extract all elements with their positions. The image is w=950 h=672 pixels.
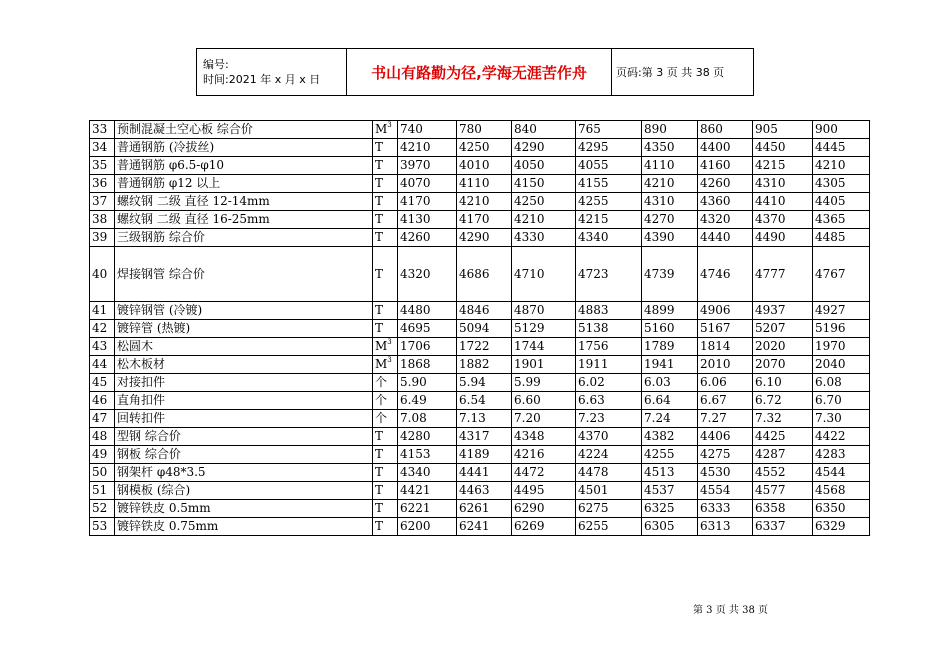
price-cell: 6337 [753, 518, 813, 536]
unit-cell [373, 320, 398, 338]
unit-cell [373, 428, 398, 446]
unit-cell [373, 157, 398, 175]
price-cell: 4577 [753, 482, 813, 500]
row-number: 44 [90, 356, 115, 374]
unit-text: M [375, 122, 388, 136]
price-cell: 2010 [698, 356, 753, 374]
price-cell: 4215 [576, 211, 642, 229]
item-name: 螺纹钢 二级 直径 16-25mm [115, 211, 373, 229]
table-row [90, 392, 870, 410]
item-name: 镀锌管 (热镀) [115, 320, 373, 338]
price-cell: 4906 [698, 302, 753, 320]
price-cell: 6.10 [753, 374, 813, 392]
price-cell: 4270 [642, 211, 698, 229]
item-name: 型钢 综合价 [115, 428, 373, 446]
unit-text: M [375, 357, 388, 371]
price-cell: 4320 [698, 211, 753, 229]
price-cell: 4150 [512, 175, 576, 193]
price-cell: 6221 [398, 500, 457, 518]
price-cell: 6305 [642, 518, 698, 536]
price-cell: 4406 [698, 428, 753, 446]
price-cell: 890 [642, 121, 698, 139]
price-cell: 6275 [576, 500, 642, 518]
document-header [196, 48, 754, 96]
price-cell: 6.70 [813, 392, 870, 410]
price-cell: 1868 [398, 356, 457, 374]
price-cell: 1756 [576, 338, 642, 356]
price-cell: 4050 [512, 157, 576, 175]
price-cell: 4445 [813, 139, 870, 157]
price-cell: 4210 [512, 211, 576, 229]
unit-text: T [375, 321, 384, 335]
unit-cell [373, 302, 398, 320]
unit-cell [373, 211, 398, 229]
item-name: 普通钢筋 φ12 以上 [115, 175, 373, 193]
price-cell: 6255 [576, 518, 642, 536]
price-table [89, 120, 870, 536]
price-cell: 5196 [813, 320, 870, 338]
price-cell: 7.32 [753, 410, 813, 428]
unit-superscript: 3 [387, 121, 392, 129]
price-cell: 5.90 [398, 374, 457, 392]
price-cell: 4280 [398, 428, 457, 446]
price-cell: 4410 [753, 193, 813, 211]
page-footer: 第 3 页 共 38 页 [693, 605, 768, 616]
price-cell: 4405 [813, 193, 870, 211]
price-cell: 4440 [698, 229, 753, 247]
unit-cell [373, 518, 398, 536]
price-cell: 765 [576, 121, 642, 139]
item-name: 钢模板 (综合) [115, 482, 373, 500]
row-number: 53 [90, 518, 115, 536]
price-cell: 4485 [813, 229, 870, 247]
price-cell: 4210 [642, 175, 698, 193]
price-cell: 4340 [398, 464, 457, 482]
price-cell: 4290 [512, 139, 576, 157]
price-cell: 4110 [642, 157, 698, 175]
price-cell: 4275 [698, 446, 753, 464]
price-cell: 4255 [642, 446, 698, 464]
price-cell: 6329 [813, 518, 870, 536]
price-cell: 4421 [398, 482, 457, 500]
price-cell: 4260 [398, 229, 457, 247]
row-number: 37 [90, 193, 115, 211]
item-name: 松木板材 [115, 356, 373, 374]
unit-text: T [375, 212, 384, 226]
price-cell: 4400 [698, 139, 753, 157]
price-cell: 4155 [576, 175, 642, 193]
price-cell: 1970 [813, 338, 870, 356]
price-cell: 6261 [457, 500, 512, 518]
unit-cell [373, 500, 398, 518]
page-label: 页码:第 3 页 共 38 页 [612, 49, 754, 96]
price-cell: 7.20 [512, 410, 576, 428]
unit-superscript: 3 [387, 338, 392, 346]
price-cell: 4287 [753, 446, 813, 464]
item-name: 钢板 综合价 [115, 446, 373, 464]
item-name: 普通钢筋 (冷拔丝) [115, 139, 373, 157]
price-cell: 4317 [457, 428, 512, 446]
unit-cell [373, 374, 398, 392]
price-cell: 6.67 [698, 392, 753, 410]
price-cell: 4530 [698, 464, 753, 482]
price-cell: 4450 [753, 139, 813, 157]
item-name: 回转扣件 [115, 410, 373, 428]
table-row [90, 229, 870, 247]
unit-cell [373, 446, 398, 464]
table-row [90, 247, 870, 302]
table-row [90, 175, 870, 193]
price-cell: 4746 [698, 247, 753, 302]
price-cell: 4365 [813, 211, 870, 229]
unit-text: T [375, 447, 384, 461]
price-cell: 4441 [457, 464, 512, 482]
price-cell: 5207 [753, 320, 813, 338]
price-cell: 4370 [753, 211, 813, 229]
unit-text: T [375, 158, 384, 172]
motto: 书山有路勤为径,学海无涯苦作舟 [347, 49, 612, 96]
price-cell: 4283 [813, 446, 870, 464]
price-cell: 6.72 [753, 392, 813, 410]
price-cell: 4310 [753, 175, 813, 193]
price-cell: 6.08 [813, 374, 870, 392]
price-cell: 5167 [698, 320, 753, 338]
unit-cell [373, 229, 398, 247]
price-cell: 4390 [642, 229, 698, 247]
price-cell: 1911 [576, 356, 642, 374]
price-cell: 7.13 [457, 410, 512, 428]
table-row [90, 302, 870, 320]
unit-superscript: 3 [387, 356, 392, 364]
table-row [90, 446, 870, 464]
item-name: 对接扣件 [115, 374, 373, 392]
price-cell: 4554 [698, 482, 753, 500]
price-cell: 4472 [512, 464, 576, 482]
price-cell: 6.60 [512, 392, 576, 410]
price-cell: 6.49 [398, 392, 457, 410]
price-cell: 6200 [398, 518, 457, 536]
table-row [90, 410, 870, 428]
price-cell: 4927 [813, 302, 870, 320]
time-label: 时间:2021 年 x 月 x 日 [203, 73, 321, 86]
unit-text: 个 [375, 411, 388, 425]
price-cell: 740 [398, 121, 457, 139]
price-cell: 4255 [576, 193, 642, 211]
price-cell: 6350 [813, 500, 870, 518]
price-cell: 5.94 [457, 374, 512, 392]
price-cell: 4899 [642, 302, 698, 320]
price-cell: 6269 [512, 518, 576, 536]
price-cell: 4189 [457, 446, 512, 464]
table-row [90, 211, 870, 229]
price-cell: 4350 [642, 139, 698, 157]
table-row [90, 482, 870, 500]
price-cell: 6241 [457, 518, 512, 536]
price-cell: 4160 [698, 157, 753, 175]
price-cell: 7.27 [698, 410, 753, 428]
price-cell: 6.02 [576, 374, 642, 392]
price-cell: 4330 [512, 229, 576, 247]
price-cell: 4695 [398, 320, 457, 338]
price-cell: 4370 [576, 428, 642, 446]
item-name: 直角扣件 [115, 392, 373, 410]
price-cell: 4216 [512, 446, 576, 464]
item-name: 镀锌铁皮 0.5mm [115, 500, 373, 518]
price-cell: 6.63 [576, 392, 642, 410]
row-number: 40 [90, 247, 115, 302]
row-number: 36 [90, 175, 115, 193]
price-cell: 4463 [457, 482, 512, 500]
price-cell: 4070 [398, 175, 457, 193]
row-number: 43 [90, 338, 115, 356]
price-cell: 780 [457, 121, 512, 139]
price-cell: 1706 [398, 338, 457, 356]
item-name: 松圆木 [115, 338, 373, 356]
row-number: 42 [90, 320, 115, 338]
price-cell: 4130 [398, 211, 457, 229]
price-cell: 4010 [457, 157, 512, 175]
price-cell: 5138 [576, 320, 642, 338]
price-cell: 4153 [398, 446, 457, 464]
unit-text: T [375, 140, 384, 154]
price-cell: 4170 [457, 211, 512, 229]
price-cell: 1901 [512, 356, 576, 374]
price-cell: 4501 [576, 482, 642, 500]
price-cell: 7.08 [398, 410, 457, 428]
price-cell: 1941 [642, 356, 698, 374]
price-cell: 4290 [457, 229, 512, 247]
unit-text: 个 [375, 375, 388, 389]
price-cell: 4568 [813, 482, 870, 500]
table-row [90, 356, 870, 374]
price-cell: 4348 [512, 428, 576, 446]
price-cell: 4490 [753, 229, 813, 247]
price-cell: 4552 [753, 464, 813, 482]
price-cell: 4382 [642, 428, 698, 446]
item-name: 普通钢筋 φ6.5-φ10 [115, 157, 373, 175]
table-row [90, 121, 870, 139]
unit-cell [373, 247, 398, 302]
unit-text: 个 [375, 393, 388, 407]
price-cell: 4686 [457, 247, 512, 302]
price-cell: 4170 [398, 193, 457, 211]
price-cell: 4846 [457, 302, 512, 320]
price-cell: 4937 [753, 302, 813, 320]
price-cell: 6290 [512, 500, 576, 518]
price-cell: 4710 [512, 247, 576, 302]
unit-text: T [375, 194, 384, 208]
price-cell: 6.06 [698, 374, 753, 392]
price-cell: 4340 [576, 229, 642, 247]
unit-cell [373, 175, 398, 193]
price-cell: 6.54 [457, 392, 512, 410]
price-cell: 4110 [457, 175, 512, 193]
unit-cell [373, 139, 398, 157]
table-row [90, 374, 870, 392]
price-cell: 4513 [642, 464, 698, 482]
price-cell: 4739 [642, 247, 698, 302]
unit-text: T [375, 266, 384, 281]
price-cell: 4544 [813, 464, 870, 482]
item-name: 三级钢筋 综合价 [115, 229, 373, 247]
price-cell: 840 [512, 121, 576, 139]
table-row [90, 139, 870, 157]
price-cell: 6313 [698, 518, 753, 536]
price-cell: 4478 [576, 464, 642, 482]
row-number: 50 [90, 464, 115, 482]
unit-text: T [375, 501, 384, 515]
price-cell: 2070 [753, 356, 813, 374]
price-cell: 1744 [512, 338, 576, 356]
row-number: 45 [90, 374, 115, 392]
price-cell: 5160 [642, 320, 698, 338]
number-label: 编号: [203, 58, 229, 71]
price-cell: 4480 [398, 302, 457, 320]
unit-text: T [375, 303, 384, 317]
price-cell: 5129 [512, 320, 576, 338]
unit-cell [373, 121, 398, 139]
row-number: 39 [90, 229, 115, 247]
table-row [90, 500, 870, 518]
price-cell: 4310 [642, 193, 698, 211]
row-number: 46 [90, 392, 115, 410]
table-row [90, 428, 870, 446]
unit-text: T [375, 429, 384, 443]
price-cell: 4224 [576, 446, 642, 464]
price-cell: 4210 [813, 157, 870, 175]
price-cell: 4777 [753, 247, 813, 302]
price-cell: 4250 [457, 139, 512, 157]
row-number: 51 [90, 482, 115, 500]
table-row [90, 464, 870, 482]
price-cell: 7.24 [642, 410, 698, 428]
price-cell: 900 [813, 121, 870, 139]
item-name: 镀锌铁皮 0.75mm [115, 518, 373, 536]
row-number: 52 [90, 500, 115, 518]
unit-text: T [375, 519, 384, 533]
price-cell: 6325 [642, 500, 698, 518]
unit-text: T [375, 465, 384, 479]
unit-cell [373, 482, 398, 500]
unit-cell [373, 392, 398, 410]
price-cell: 6.64 [642, 392, 698, 410]
unit-text: T [375, 230, 384, 244]
unit-cell [373, 356, 398, 374]
row-number: 41 [90, 302, 115, 320]
price-cell: 6.03 [642, 374, 698, 392]
price-cell: 7.23 [576, 410, 642, 428]
table-row [90, 320, 870, 338]
header-meta [197, 49, 347, 96]
price-cell: 4723 [576, 247, 642, 302]
unit-text: T [375, 176, 384, 190]
price-cell: 5094 [457, 320, 512, 338]
item-name: 镀锌钢管 (冷镀) [115, 302, 373, 320]
price-cell: 4305 [813, 175, 870, 193]
price-cell: 4495 [512, 482, 576, 500]
price-cell: 860 [698, 121, 753, 139]
price-cell: 6358 [753, 500, 813, 518]
price-cell: 7.30 [813, 410, 870, 428]
price-cell: 4320 [398, 247, 457, 302]
price-cell: 4055 [576, 157, 642, 175]
price-cell: 3970 [398, 157, 457, 175]
row-number: 48 [90, 428, 115, 446]
table-row [90, 338, 870, 356]
price-cell: 1882 [457, 356, 512, 374]
price-cell: 4210 [398, 139, 457, 157]
item-name: 预制混凝土空心板 综合价 [115, 121, 373, 139]
unit-cell [373, 193, 398, 211]
unit-text: T [375, 483, 384, 497]
price-cell: 4422 [813, 428, 870, 446]
price-cell: 4215 [753, 157, 813, 175]
unit-text: M [375, 339, 388, 353]
unit-cell [373, 338, 398, 356]
table-row [90, 157, 870, 175]
price-cell: 4537 [642, 482, 698, 500]
price-cell: 905 [753, 121, 813, 139]
row-number: 34 [90, 139, 115, 157]
price-cell: 4360 [698, 193, 753, 211]
price-cell: 5.99 [512, 374, 576, 392]
table-row [90, 518, 870, 536]
price-cell: 4250 [512, 193, 576, 211]
price-cell: 4425 [753, 428, 813, 446]
price-cell: 6333 [698, 500, 753, 518]
row-number: 38 [90, 211, 115, 229]
unit-cell [373, 410, 398, 428]
price-cell: 2020 [753, 338, 813, 356]
item-name: 钢架杆 φ48*3.5 [115, 464, 373, 482]
item-name: 焊接钢管 综合价 [115, 247, 373, 302]
price-cell: 4260 [698, 175, 753, 193]
price-cell: 1722 [457, 338, 512, 356]
price-cell: 4767 [813, 247, 870, 302]
price-cell: 4210 [457, 193, 512, 211]
item-name: 螺纹钢 二级 直径 12-14mm [115, 193, 373, 211]
table-row [90, 193, 870, 211]
price-cell: 1814 [698, 338, 753, 356]
price-cell: 4883 [576, 302, 642, 320]
price-cell: 2040 [813, 356, 870, 374]
row-number: 47 [90, 410, 115, 428]
price-cell: 4295 [576, 139, 642, 157]
price-cell: 4870 [512, 302, 576, 320]
unit-cell [373, 464, 398, 482]
row-number: 33 [90, 121, 115, 139]
row-number: 49 [90, 446, 115, 464]
row-number: 35 [90, 157, 115, 175]
price-cell: 1789 [642, 338, 698, 356]
